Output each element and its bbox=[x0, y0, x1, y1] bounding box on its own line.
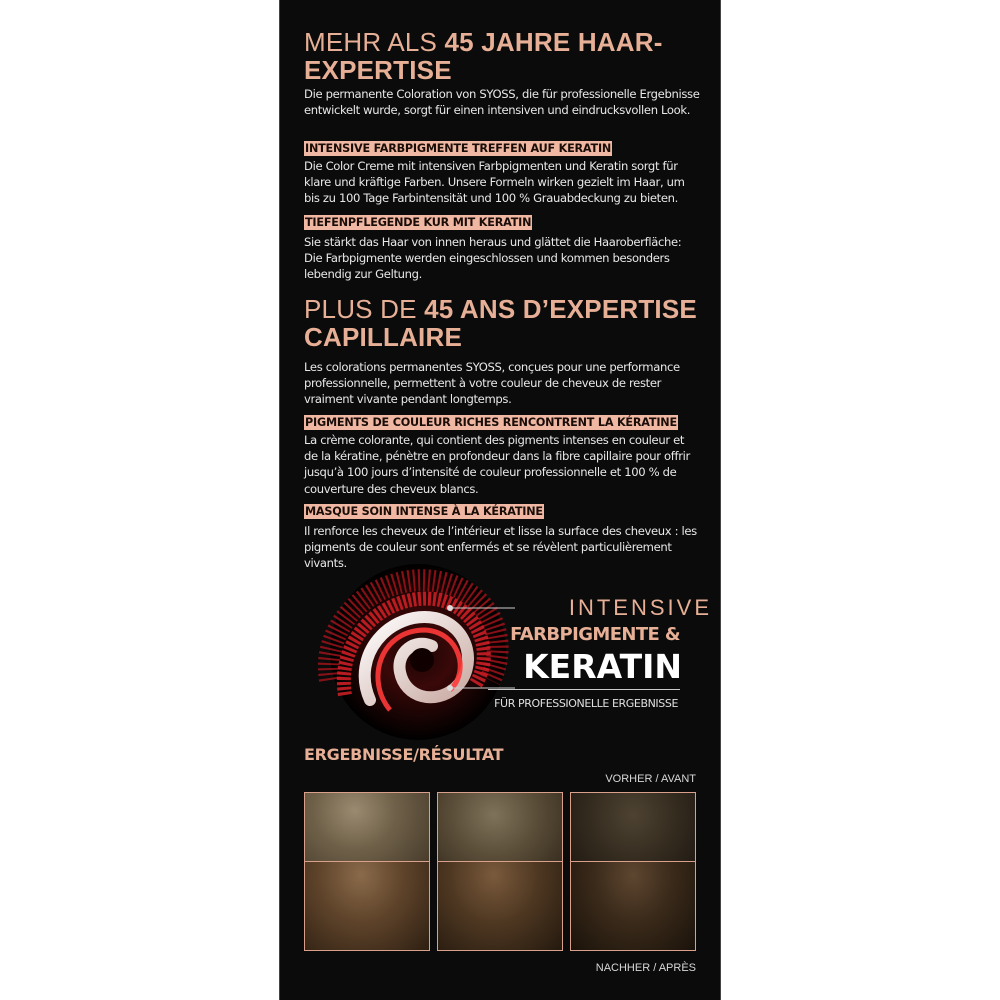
badge-line-4: FÜR PROFESSIONELLE ERGEBNISSE bbox=[494, 697, 678, 710]
french-text-2: Il renforce les cheveux de l’intérieur et lisse la surface des cheveux : les pigments de couleur sont enfermés et se révèlent particulièrement vivants. bbox=[304, 524, 697, 571]
french-tag-1: PIGMENTS DE COULEUR RICHES RENCONTRENT LA KÉRATINE bbox=[305, 416, 677, 429]
results-heading: ERGEBNISSE/RÉSULTAT bbox=[304, 745, 504, 764]
keratin-swirl-graphic bbox=[310, 560, 520, 740]
after-swatch-1 bbox=[304, 861, 430, 951]
badge-line-1: INTENSIVE bbox=[568, 595, 712, 620]
french-heading-bold-2: CAPILLAIRE bbox=[304, 322, 462, 352]
german-text-2: Sie stärkt das Haar von innen heraus und glättet die Haaroberfläche: Die Farbpigmente werden eingeschlossen und kommen besonders lebendig zur Geltung. bbox=[304, 235, 682, 282]
german-tag-2: TIEFENPFLEGENDE KUR MIT KERATIN bbox=[305, 216, 532, 229]
german-heading-bold-2: EXPERTISE bbox=[304, 55, 452, 85]
french-text-1: La crème colorante, qui contient des pigments intenses en couleur et de la kératine, pénètre en profondeur dans la fibre capillaire pour offrir jusqu’à 100 jours d’intensité de couleur professionnelle et 100 % de couverture des cheveux blancs. bbox=[304, 433, 690, 496]
french-heading-light: PLUS DE bbox=[304, 294, 425, 324]
badge-line-3: KERATIN bbox=[523, 647, 682, 686]
german-text-1: Die Color Creme mit intensiven Farbpigmenten und Keratin sorgt für klare und kräftige Farben. Unsere Formeln wirken gezielt im Haar, um bis zu 100 Tage Farbintensität und 100 % Grauabdeckung zu bieten. bbox=[304, 159, 685, 206]
after-swatch-3 bbox=[570, 861, 696, 951]
after-label: NACHHER / APRÈS bbox=[595, 962, 696, 974]
french-tag-2: MASQUE SOIN INTENSE À LA KÉRATINE bbox=[305, 505, 543, 518]
german-heading-light: MEHR ALS bbox=[304, 27, 445, 57]
badge-divider bbox=[488, 689, 680, 690]
french-heading-bold-1: 45 ANS D’EXPERTISE bbox=[424, 294, 697, 324]
after-swatch-2 bbox=[437, 861, 563, 951]
german-heading-bold-1: 45 JAHRE HAAR- bbox=[444, 27, 663, 57]
french-intro: Les colorations permanentes SYOSS, conçues pour une performance professionnelle, permettent à votre couleur de cheveux de rester vraiment vivante pendant longtemps. bbox=[304, 360, 680, 407]
german-intro: Die permanente Coloration von SYOSS, die für professionelle Ergebnisse entwickelt wurde, sorgt für einen intensiven und eindrucksvollen Look. bbox=[304, 87, 700, 118]
german-heading bbox=[304, 28, 704, 84]
badge-line-2: FARBPIGMENTE & bbox=[510, 624, 680, 645]
german-tag-1: INTENSIVE FARBPIGMENTE TREFFEN AUF KERATIN bbox=[305, 142, 612, 155]
product-info-panel bbox=[279, 0, 721, 1000]
french-heading bbox=[304, 295, 704, 351]
before-label: VORHER / AVANT bbox=[605, 773, 696, 785]
